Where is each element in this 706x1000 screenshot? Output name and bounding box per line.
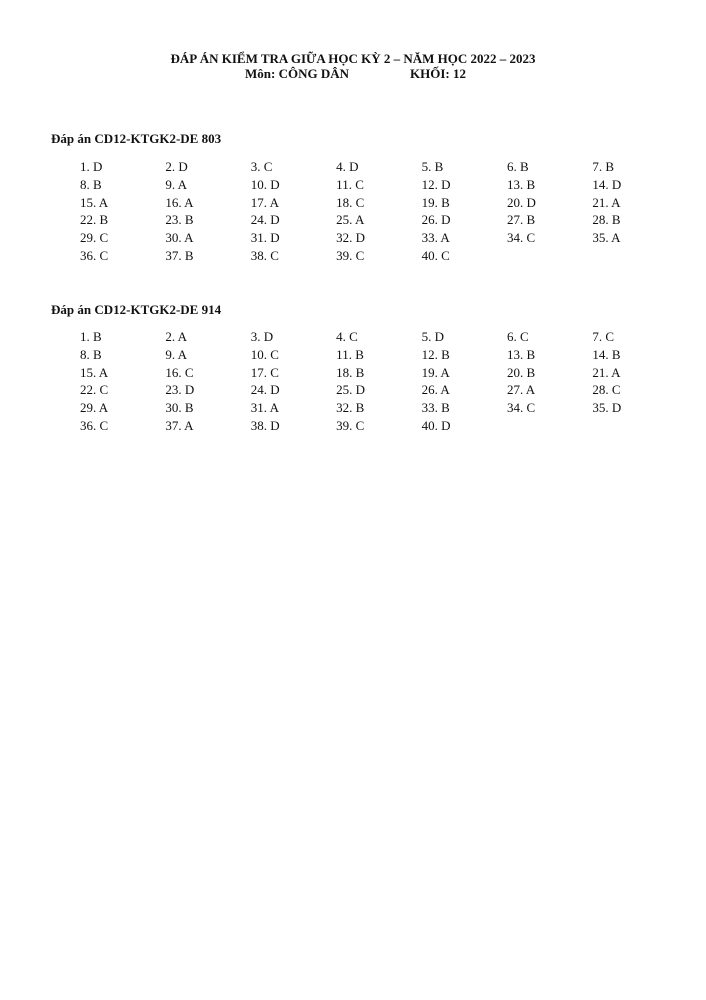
answer-item: 13. B bbox=[506, 176, 536, 192]
answer-item: 36. C bbox=[80, 247, 109, 263]
answer-grid-de-803 bbox=[80, 158, 680, 265]
answer-item: 30. B bbox=[165, 400, 194, 416]
answer-item: 23. D bbox=[165, 382, 195, 398]
answer-item: 38. C bbox=[250, 247, 279, 263]
answer-item: 1. D bbox=[80, 159, 103, 174]
answer-grid-de-914 bbox=[80, 328, 680, 435]
answer-item: 4. D bbox=[336, 159, 359, 174]
answer-item: 13. B bbox=[506, 346, 536, 362]
answer-item: 5. D bbox=[421, 329, 444, 344]
answer-item: 14. D bbox=[592, 176, 622, 192]
answer-item: 20. D bbox=[506, 194, 536, 210]
answer-item: 6. C bbox=[506, 329, 529, 344]
answer-item: 4. C bbox=[336, 329, 358, 344]
answer-item: 30. A bbox=[165, 230, 194, 246]
answer-item: 10. D bbox=[250, 176, 280, 192]
answer-item: 29. C bbox=[80, 230, 109, 246]
answer-item: 15. A bbox=[80, 364, 109, 380]
answer-item: 26. A bbox=[421, 382, 450, 398]
answer-item: 17. C bbox=[250, 364, 279, 380]
answer-item: 31. A bbox=[250, 400, 279, 416]
answer-item: 29. A bbox=[80, 400, 109, 416]
section-heading-de-803: Đáp án CD12-KTGK2-DE 803 bbox=[51, 131, 222, 146]
answer-item: 8. B bbox=[80, 346, 102, 362]
answer-item: 38. D bbox=[250, 417, 280, 433]
answer-item: 2. D bbox=[165, 159, 188, 174]
answer-item: 24. D bbox=[250, 212, 280, 228]
answer-item: 40. D bbox=[421, 417, 451, 433]
answer-item: 15. A bbox=[80, 194, 109, 210]
answer-item: 21. A bbox=[592, 364, 621, 380]
answer-item: 9. A bbox=[165, 346, 188, 362]
answer-item: 31. D bbox=[250, 230, 280, 246]
answer-item: 22. C bbox=[80, 382, 109, 398]
answer-item: 28. B bbox=[592, 212, 621, 228]
answer-item: 18. C bbox=[336, 194, 365, 210]
answer-item: 19. B bbox=[421, 194, 450, 210]
subject-label: Môn: CÔNG DÂN bbox=[245, 66, 349, 81]
answer-item: 35. A bbox=[592, 230, 621, 246]
answer-item: 16. C bbox=[165, 364, 194, 380]
answer-item: 39. C bbox=[336, 417, 365, 433]
answer-item: 40. C bbox=[421, 247, 450, 263]
document-title: ĐÁP ÁN KIỂM TRA GIỮA HỌC KỲ 2 – NĂM HỌC 2022 – 2023 bbox=[170, 51, 536, 66]
answer-item: 33. A bbox=[421, 230, 450, 246]
answer-item: 5. B bbox=[421, 159, 444, 174]
answer-item: 25. D bbox=[336, 382, 366, 398]
answer-item: 32. B bbox=[336, 400, 365, 416]
answer-item: 27. B bbox=[506, 212, 536, 228]
grade-label: KHỐI: 12 bbox=[410, 66, 466, 81]
section-heading-de-914: Đáp án CD12-KTGK2-DE 914 bbox=[51, 302, 222, 317]
answer-item: 19. A bbox=[421, 364, 450, 380]
answer-item: 18. B bbox=[336, 364, 365, 380]
answer-item: 9. A bbox=[165, 176, 188, 192]
answer-item: 2. A bbox=[165, 329, 188, 344]
answer-item: 33. B bbox=[421, 400, 450, 416]
answer-item: 35. D bbox=[592, 400, 622, 416]
answer-item: 1. B bbox=[80, 329, 102, 344]
answer-item: 16. A bbox=[165, 194, 194, 210]
answer-item: 3. D bbox=[250, 329, 274, 344]
answer-item: 23. B bbox=[165, 212, 194, 228]
answer-item: 11. B bbox=[336, 346, 364, 362]
answer-item: 37. A bbox=[165, 417, 194, 433]
answer-item: 25. A bbox=[336, 212, 365, 228]
answer-item: 37. B bbox=[165, 247, 194, 263]
answer-item: 34. C bbox=[506, 230, 536, 246]
answer-item: 26. D bbox=[421, 212, 451, 228]
answer-item: 3. C bbox=[250, 159, 273, 174]
answer-item: 28. C bbox=[592, 382, 621, 398]
answer-item: 7. B bbox=[592, 159, 615, 174]
answer-item: 6. B bbox=[506, 159, 529, 174]
answer-item: 8. B bbox=[80, 176, 102, 192]
answer-item: 17. A bbox=[250, 194, 279, 210]
answer-item: 7. C bbox=[592, 329, 615, 344]
answer-item: 14. B bbox=[592, 346, 621, 362]
answer-item: 12. B bbox=[421, 346, 450, 362]
answer-item: 34. C bbox=[506, 400, 536, 416]
answer-item: 32. D bbox=[336, 230, 366, 246]
answer-item: 27. A bbox=[506, 382, 536, 398]
answer-item: 10. C bbox=[250, 346, 279, 362]
answer-item: 36. C bbox=[80, 417, 109, 433]
answer-item: 22. B bbox=[80, 212, 109, 228]
answer-item: 24. D bbox=[250, 382, 280, 398]
answer-item: 21. A bbox=[592, 194, 621, 210]
answer-item: 20. B bbox=[506, 364, 536, 380]
answer-item: 39. C bbox=[336, 247, 365, 263]
answer-item: 12. D bbox=[421, 176, 451, 192]
answer-item: 11. C bbox=[336, 176, 364, 192]
